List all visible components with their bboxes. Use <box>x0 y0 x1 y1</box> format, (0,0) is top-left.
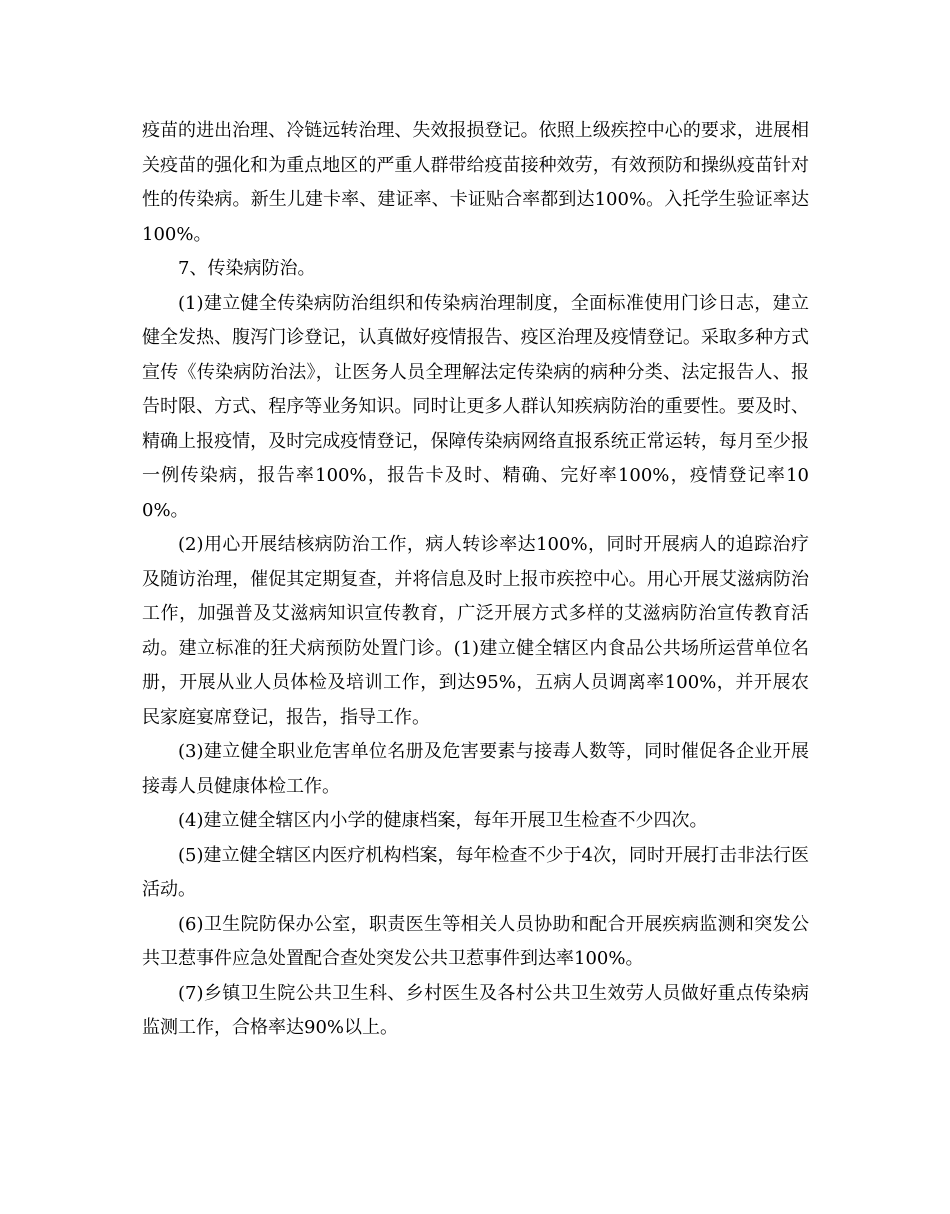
paragraph-vaccine-management: 疫苗的进出治理、冷链远转治理、失效报损登记。依照上级疾控中心的要求，进展相关疫苗的强化和为重点地区的严重人群带给疫苗接种效劳，有效预防和操纵疫苗针对性的传染病。新生儿建卡率、建证率、卡证贴合率都到达100%。入托学生验证率达100%。 <box>142 120 809 245</box>
paragraph-item-7: (7)乡镇卫生院公共卫生科、乡村医生及各村公共卫生效劳人员做好重点传染病监测工作，合格率达90%以上。 <box>142 982 809 1038</box>
heading-infectious-disease-prevention: 7、传染病防治。 <box>178 258 316 279</box>
paragraph-item-6: (6)卫生院防保办公室，职责医生等相关人员协助和配合开展疾病监测和突发公共卫惹事件应急处置配合查处突发公共卫惹事件到达率100%。 <box>142 913 809 969</box>
paragraph-item-3: (3)建立健全职业危害单位名册及危害要素与接毒人数等，同时催促各企业开展接毒人员健康体检工作。 <box>142 741 809 797</box>
paragraph-item-1: (1)建立健全传染病防治组织和传染病治理制度，全面标准使用门诊日志，建立健全发热、腹泻门诊登记，认真做好疫情报告、疫区治理及疫情登记。采取多种方式宣传《传染病防治法》，让医务人员全理解法定传染病的病种分类、法定报告人、报告时限、方式、程序等业务知识。同时让更多人群认知疾病防治的重要性。要及时、精确上报疫情，及时完成疫情登记，保障传染病网络直报系统正常运转，每月至少报一例传染病，报告率100%，报告卡及时、精确、完好率100%，疫情登记率100%。 <box>142 292 809 521</box>
paragraph-item-5: (5)建立健全辖区内医疗机构档案，每年检查不少于4次，同时开展打击非法行医活动。 <box>142 844 809 900</box>
paragraph-item-4: (4)建立健全辖区内小学的健康档案，每年开展卫生检查不少四次。 <box>178 810 708 831</box>
paragraph-item-2: (2)用心开展结核病防治工作，病人转诊率达100%，同时开展病人的追踪治疗及随访治理，催促其定期复查，并将信息及时上报市疾控中心。用心开展艾滋病防治工作，加强普及艾滋病知识宣传教育，广泛开展方式多样的艾滋病防治宣传教育活动。建立标准的狂犬病预防处置门诊。(1)建立健全辖区内食品公共场所运营单位名册，开展从业人员体检及培训工作，到达95%，五病人员调离率100%，并开展农民家庭宴席登记，报告，指导工作。 <box>142 534 809 728</box>
document-body <box>142 114 809 1046</box>
